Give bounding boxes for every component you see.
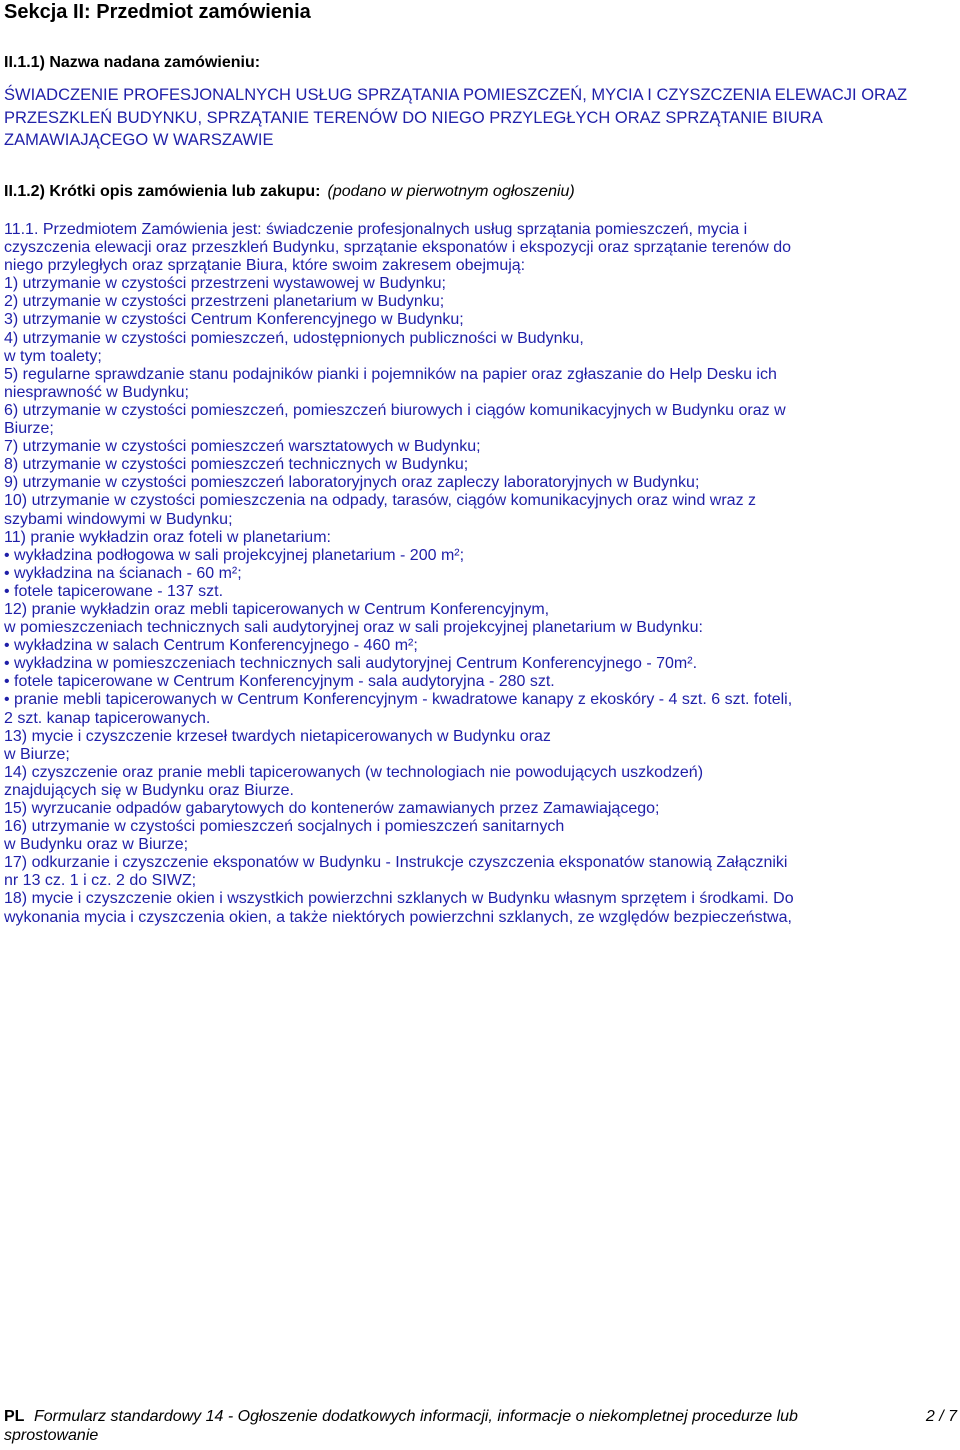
description-line: w tym toalety; (4, 347, 102, 365)
description-line: 4) utrzymanie w czystości pomieszczeń, udostępnionych publiczności w Budynku, (4, 329, 584, 347)
footer-form-line-1: Formularz standardowy 14 - Ogłoszenie dodatkowych informacji, informacje o niekompletnej procedurze lub (34, 1408, 798, 1425)
description-line: 12) pranie wykładzin oraz mebli tapicerowanych w Centrum Konferencyjnym, (4, 600, 550, 618)
description-line: czyszczenia elewacji oraz przeszkleń Budynku, sprzątanie eksponatów i ekspozycji oraz sprzątanie terenów do (4, 239, 792, 257)
description-line: • wykładzina w pomieszczeniach technicznych sali audytoryjnej Centrum Konferencyjnego - 70m². (4, 655, 698, 673)
description-line: 13) mycie i czyszczenie krzeseł twardych nietapicerowanych w Budynku oraz (4, 727, 551, 745)
description-line: • wykładzina podłogowa w sali projekcyjnej planetarium - 200 m²; (4, 546, 465, 564)
section-title: Sekcja II: Przedmiot zamówienia (4, 1, 311, 23)
description-line: 18) mycie i czyszczenie okien i wszystkich powierzchni szklanych w Budynku własnym sprzętem i środkami. Do (4, 890, 794, 908)
description-line: 11) pranie wykładzin oraz foteli w planetarium: (4, 528, 331, 546)
description-line: 7) utrzymanie w czystości pomieszczeń warsztatowych w Budynku; (4, 438, 481, 456)
description-line: 2) utrzymanie w czystości przestrzeni planetarium w Budynku; (4, 293, 445, 311)
description-line: szybami windowymi w Budynku; (4, 510, 233, 528)
description-line: 11.1. Przedmiotem Zamówienia jest: świadczenie profesjonalnych usług sprzątania pomieszczeń, mycia i (4, 221, 748, 238)
description-line: znajdujących się w Budynku oraz Biurze. (4, 781, 294, 799)
description-line: 5) regularne sprawdzanie stanu podajników pianki i pojemników na papier oraz zgłaszanie do Help Desku ich (4, 365, 777, 383)
contract-name-value: ŚWIADCZENIE PROFESJONALNYCH USŁUG SPRZĄTANIA POMIESZCZEŃ, MYCIA I CZYSZCZENIA ELEWACJI ORAZ PRZESZKLEŃ BUDYNKU, SPRZĄTANIE TERENÓW DO NIEGO PRZYLEGŁYCH ORAZ SPRZĄTANIE BIURA ZAMAWIAJĄCEGO W WARSZAWIE (4, 86, 908, 149)
short-description-body (4, 221, 956, 927)
description-line: 9) utrzymanie w czystości pomieszczeń laboratoryjnych oraz zapleczy laboratoryjnych w Budynku; (4, 474, 700, 492)
short-description-heading (4, 182, 575, 201)
footer-form-name (4, 1407, 874, 1444)
description-line: w Budynku oraz w Biurze; (4, 836, 189, 854)
description-line: nr 13 cz. 1 i cz. 2 do SIWZ; (4, 872, 197, 890)
description-line: • pranie mebli tapicerowanych w Centrum Konferencyjnym - kwadratowe kanapy z ekoskóry - 4 szt. 6 szt. foteli, (4, 691, 793, 709)
description-line: • fotele tapicerowane - 137 szt. (4, 582, 224, 600)
description-line: 15) wyrzucanie odpadów gabarytowych do kontenerów zamawianych przez Zamawiającego; (4, 800, 660, 817)
description-line: Biurze; (4, 420, 54, 438)
description-line: wykonania mycia i czyszczenia okien, a także niektórych powierzchni szklanych, ze względów bezpieczeństwa, (4, 908, 792, 926)
description-line: 16) utrzymanie w czystości pomieszczeń socjalnych i pomieszczeń sanitarnych (4, 818, 565, 836)
description-line: • fotele tapicerowane w Centrum Konferencyjnym - sala audytoryjna - 280 szt. (4, 673, 555, 691)
description-line: 17) odkurzanie i czyszczenie eksponatów w Budynku - Instrukcje czyszczenia eksponatów stanowią Załączniki (4, 854, 788, 872)
contract-name-heading: II.1.1) Nazwa nadana zamówieniu: (4, 54, 261, 71)
description-line: 10) utrzymanie w czystości pomieszczenia na odpady, tarasów, ciągów komunikacyjnych oraz wind wraz z (4, 492, 757, 510)
description-line: 6) utrzymanie w czystości pomieszczeń, pomieszczeń biurowych i ciągów komunikacyjnych w Budynku oraz w (4, 401, 786, 419)
short-description-label: II.1.2) Krótki opis zamówienia lub zakupu: (4, 183, 321, 200)
description-line: 3) utrzymanie w czystości Centrum Konferencyjnego w Budynku; (4, 311, 464, 329)
description-line: 1) utrzymanie w czystości przestrzeni wystawowej w Budynku; (4, 275, 446, 293)
description-line: w Biurze; (4, 745, 70, 763)
description-line: 14) czyszczenie oraz pranie mebli tapicerowanych (w technologiach nie powodujących uszkodzeń) (4, 763, 704, 781)
footer-page-number: 2 / 7 (925, 1408, 957, 1425)
footer-form-line-2: sprostowanie (4, 1427, 99, 1444)
description-line: 8) utrzymanie w czystości pomieszczeń technicznych w Budynku; (4, 456, 469, 474)
description-line: niesprawność w Budynku; (4, 383, 189, 401)
footer-language: PL (4, 1408, 25, 1425)
description-line: • wykładzina w salach Centrum Konferencyjnego - 460 m²; (4, 637, 418, 655)
description-line: • wykładzina na ścianach - 60 m²; (4, 564, 242, 582)
short-description-note: (podano w pierwotnym ogłoszeniu) (327, 183, 575, 200)
description-line: w pomieszczeniach technicznych sali audytoryjnej oraz w sali projekcyjnej planetarium w Budynku: (4, 619, 703, 637)
description-line: niego przyległych oraz sprzątanie Biura, które swoim zakresem obejmują: (4, 257, 526, 275)
description-line: 2 szt. kanap tapicerowanych. (4, 709, 211, 727)
